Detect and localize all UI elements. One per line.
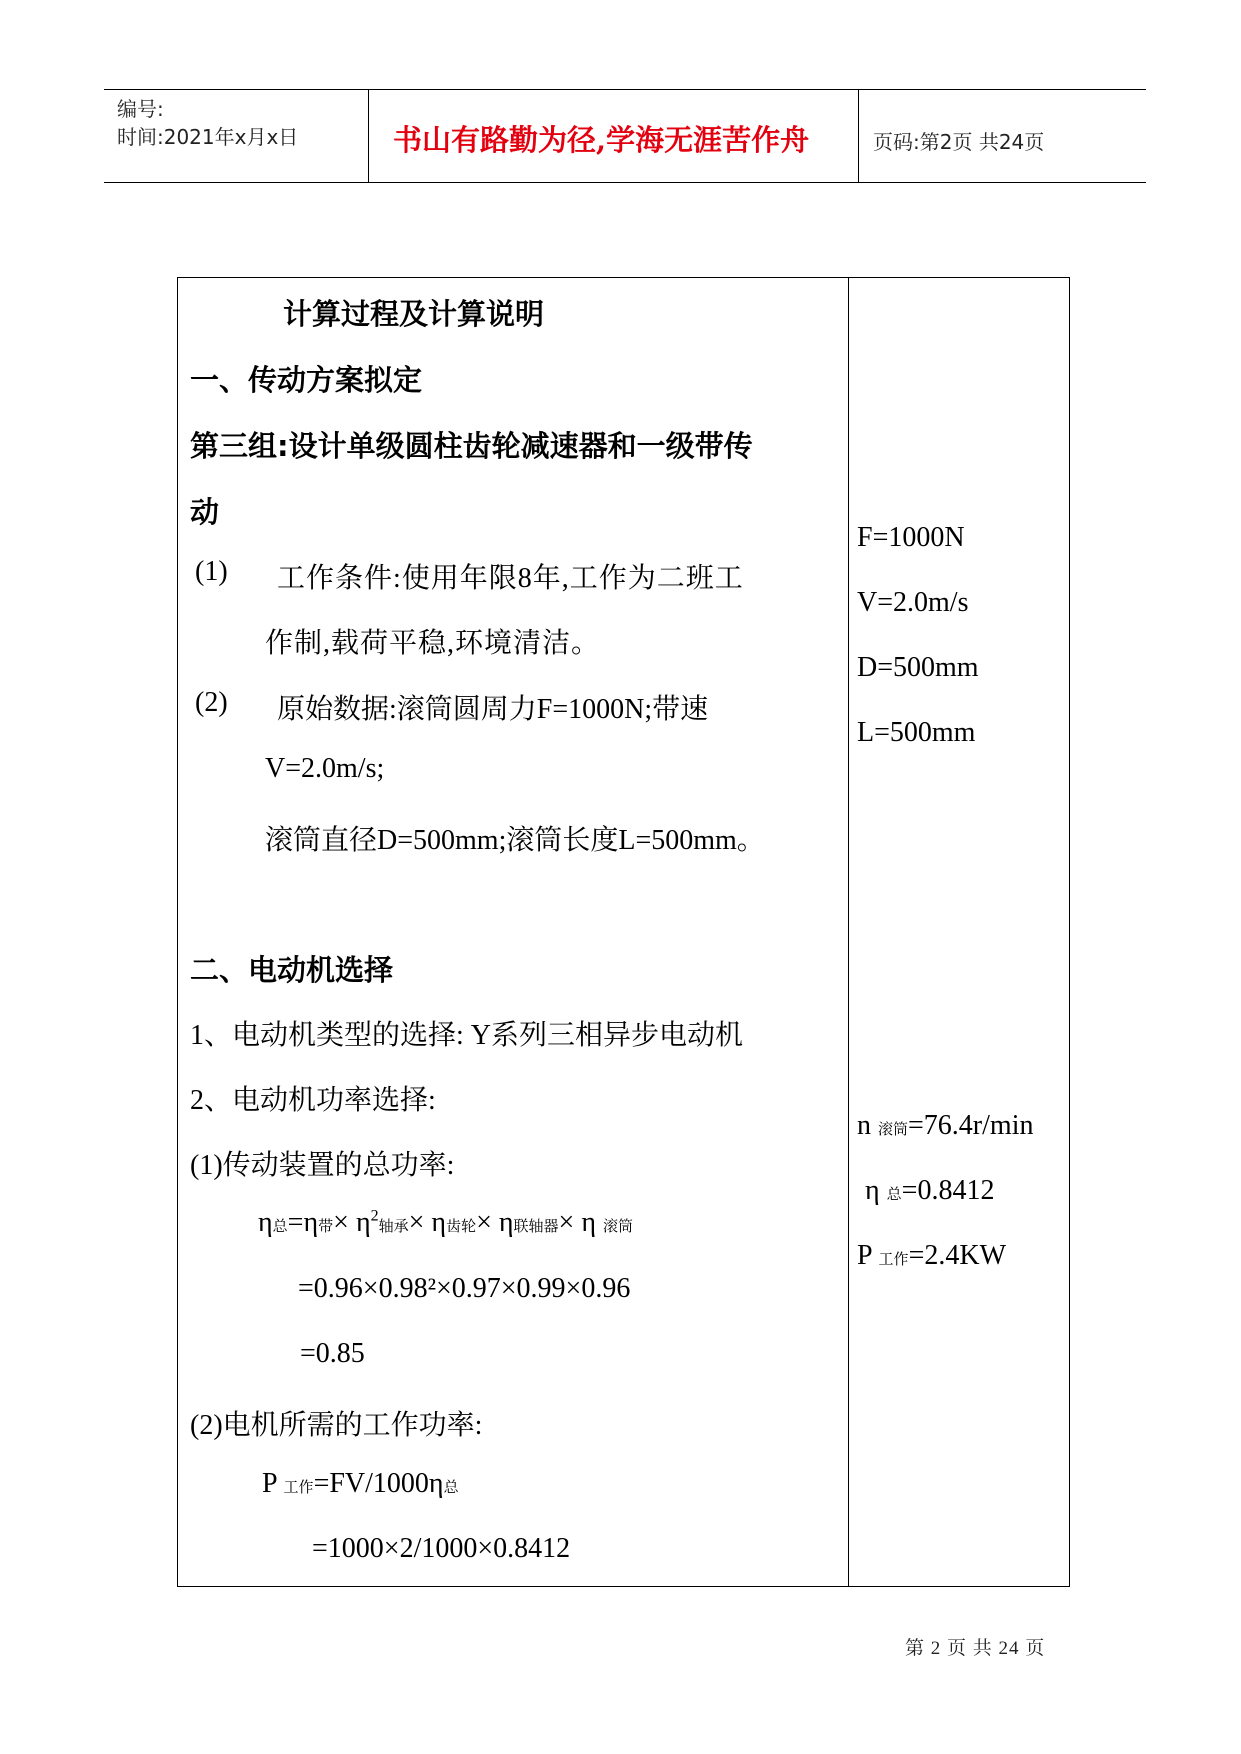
side-diameter: D=500mm (857, 652, 979, 683)
side-length: L=500mm (857, 717, 976, 748)
header-page-info: 页码:第2页 共24页 (873, 130, 1045, 154)
section2-title: 二、电动机选择 (190, 953, 394, 987)
table-heading: 计算过程及计算说明 (283, 297, 545, 331)
header-bottom-border (104, 182, 1146, 183)
group-line-2: 动 (190, 495, 220, 529)
motor-power-line: 2、电动机功率选择: (190, 1085, 436, 1116)
item1-number: (1) (195, 556, 228, 587)
section1-title: 一、传动方案拟定 (190, 363, 423, 397)
header-motto: 书山有路勤为径,学海无涯苦作舟 (393, 123, 810, 157)
power-calc: =1000×2/1000×0.8412 (312, 1533, 571, 1564)
side-velocity: V=2.0m/s (857, 587, 969, 618)
header-time-label: 时间:2021年x月x日 (117, 125, 299, 149)
motor-type-line: 1、电动机类型的选择: Y系列三相异步电动机 (190, 1020, 744, 1051)
work-power-line: (2)电机所需的工作功率: (190, 1410, 483, 1441)
header-top-border (104, 89, 1146, 90)
item2-number: (2) (195, 687, 228, 718)
item1-line-1: 工作条件:使用年限8年,工作为二班工 (277, 563, 744, 594)
table-column-divider (848, 277, 849, 1587)
item2-line-3: 滚筒直径D=500mm;滚筒长度L=500mm。 (265, 825, 765, 856)
efficiency-calc: =0.96×0.98²×0.97×0.99×0.96 (298, 1273, 631, 1304)
calculation-table (177, 277, 1070, 1587)
side-force: F=1000N (857, 522, 965, 553)
item2-line-2: V=2.0m/s; (265, 753, 385, 784)
side-drum-speed: n 滚筒=76.4r/min (857, 1110, 1034, 1141)
header-divider-right (858, 89, 859, 182)
group-line-1: 第三组:设计单级圆柱齿轮减速器和一级带传 (190, 429, 753, 463)
header-number-label: 编号: (117, 97, 164, 121)
header-divider-left (368, 89, 369, 182)
side-work-power: P 工作=2.4KW (857, 1240, 1007, 1271)
efficiency-formula: η总=η带× $\eta^2$轴承× η齿轮× η联轴器× η 滚筒 (258, 1207, 634, 1238)
total-efficiency-line: (1)传动装置的总功率: (190, 1150, 455, 1181)
efficiency-result: =0.85 (300, 1338, 365, 1369)
power-formula: P 工作=FV/1000η总 (262, 1468, 459, 1499)
footer-page-number: 第 2 页 共 24 页 (905, 1638, 1046, 1659)
side-total-efficiency: η 总=0.8412 (865, 1175, 995, 1206)
item2-line-1: 原始数据:滚筒圆周力F=1000N;带速 (277, 694, 709, 725)
item1-line-2: 作制,载荷平稳,环境清洁。 (265, 628, 601, 659)
